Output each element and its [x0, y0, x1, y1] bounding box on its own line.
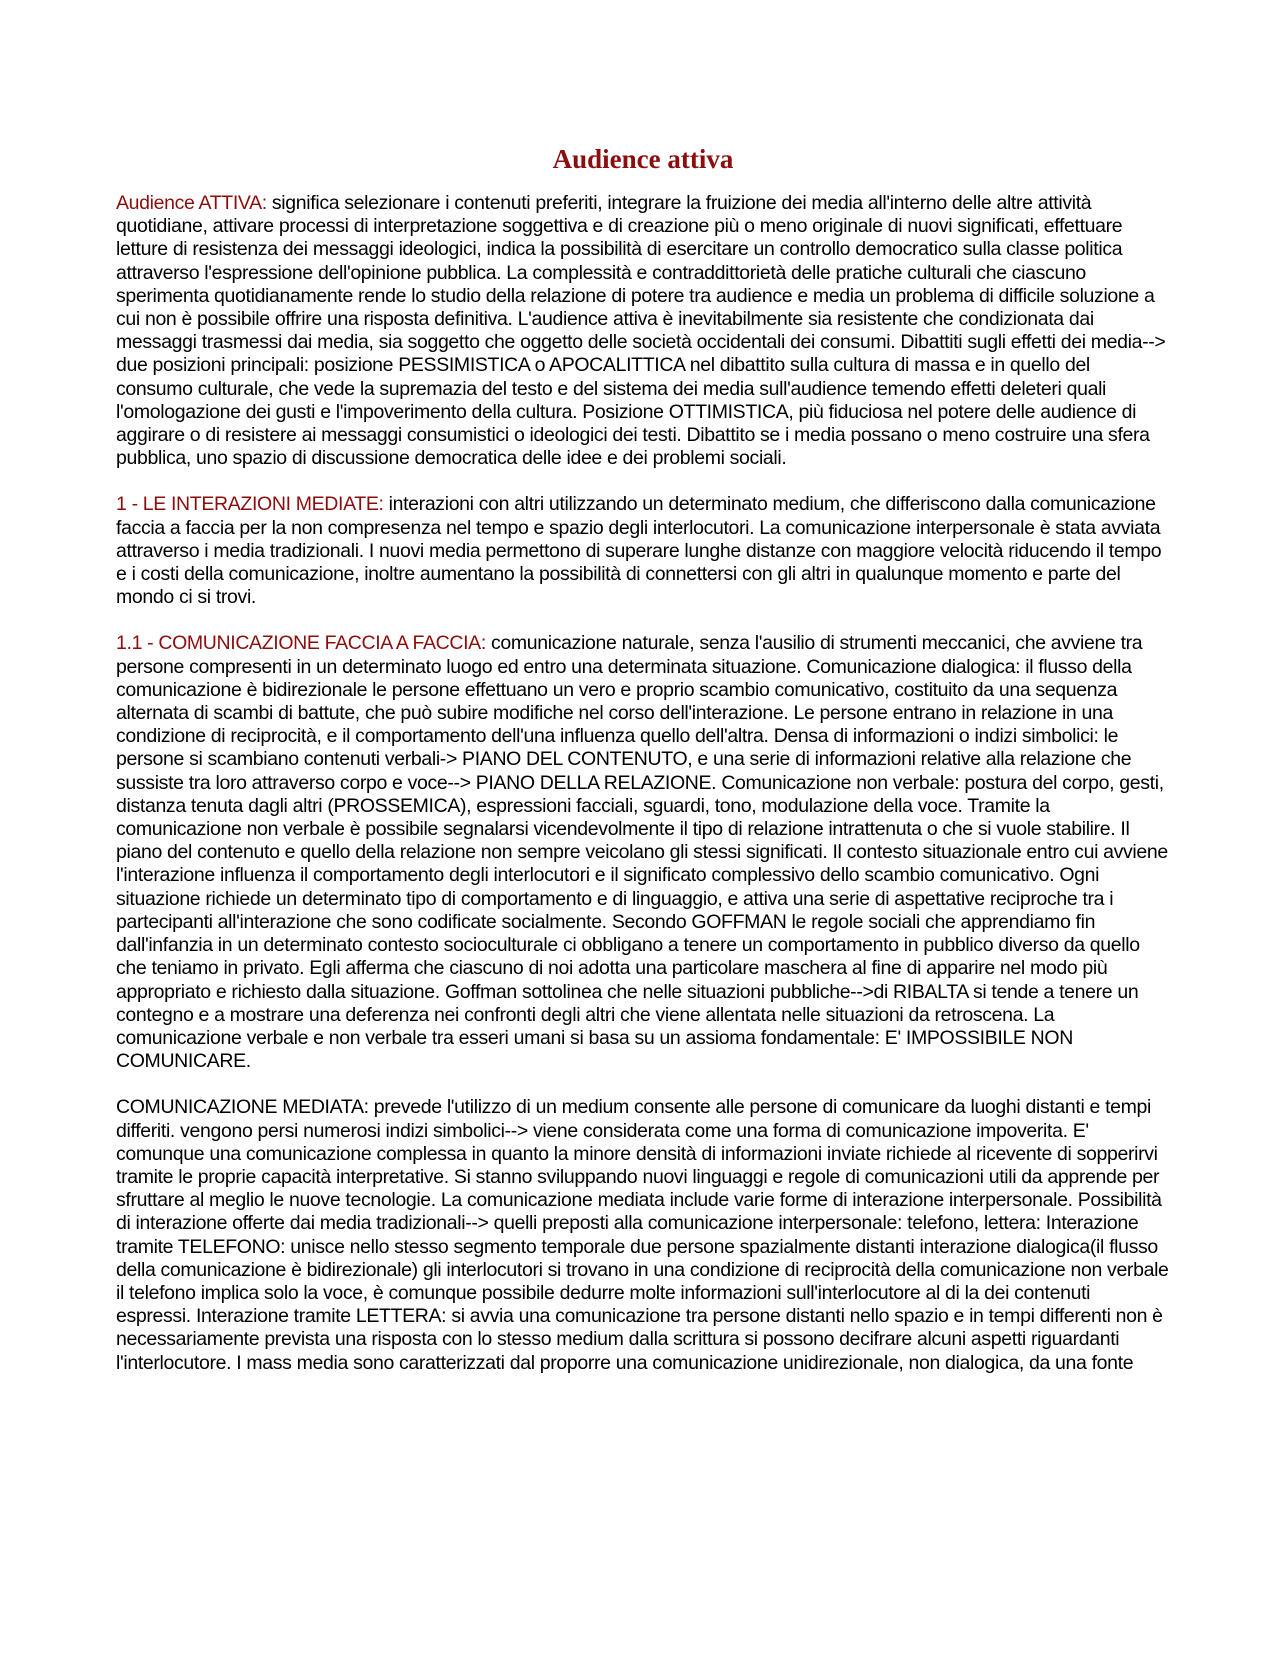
paragraph-lead: Audience ATTIVA: — [116, 192, 267, 214]
paragraph-text: comunicazione naturale, senza l'ausilio di strumenti meccanici, che avviene tra persone compresenti in un determinato luogo ed entro una determinata situazione. Comunicazione dialogica: il flusso della comunicazione è bidirezionale le persone effettuano un vero e proprio scambio comunicativo, costituito da una sequenza alternata di scambi di battute, che può subire modifiche nel corso dell'interazione. Le persone entrano in relazione in una condizione di reciprocità, e il comportamento dell'una influenza quello dell'altra. Densa di informazioni o indizi simbolici: le persone si scambiano contenuti verbali-> PIANO DEL CONTENUTO, e una serie di informazioni relative alla relazione che sussiste tra loro attraverso corpo e voce--> PIANO DELLA RELAZIONE. Comunicazione non verbale: postura del corpo, gesti, distanza tenuta dagli altri (PROSSEMICA), espressioni facciali, sguardi, tono, modulazione della voce. Tramite la comunicazione non verbale è possibile segnalarsi vicendevolmente il tipo di relazione intrattenuta o che si vuole stabilire. Il piano del contenuto e quello della relazione non sempre veicolano gli stessi significati. Il contesto situazionale entro cui avviene l'interazione influenza il comportamento degli interlocutori e il significato complessivo dello scambio comunicativo. Ogni situazione richiede un determinato tipo di comportamento e di linguaggio, e attiva una serie di aspettative reciproche tra i partecipanti all'interazione che sono codificate socialmente. Secondo GOFFMAN le regole sociali che apprendiamo fin dall'infanzia in un determinato contesto socioculturale ci obbligano a tenere un comportamento in pubblico diverso da quello che teniamo in privato. Egli afferma che ciascuno di noi adotta una particolare maschera al fine di apparire nel modo più appropriato e richiesto dalla situazione. Goffman sottolinea che nelle situazioni pubbliche-->di RIBALTA si tende a tenere un contegno e a mostrare una deferenza nei confronti degli altri che viene allentata nelle situazioni da retroscena. La comunicazione verbale e non verbale tra esseri umani si basa su un assioma fondamentale: E' IMPOSSIBILE NON COMUNICARE. — [116, 632, 1168, 1073]
paragraph-comunicazione-mediata — [116, 1096, 1170, 1374]
document-title: Audience attiva — [552, 144, 734, 174]
paragraph-audience-attiva — [116, 192, 1170, 470]
paragraph-text: interazioni con altri utilizzando un determinato medium, che differiscono dalla comunicazione faccia a faccia per la non compresenza nel tempo e spazio degli interlocutori. La comunicazione interpersonale è stata avviata attraverso i media tradizionali. I nuovi media permettono di superare lunghe distanze con maggiore velocità riducendo il tempo e i costi della comunicazione, inoltre aumentano la possibilità di connettersi con gli altri in qualunque momento e parte del mondo ci si trovi. — [116, 493, 1162, 609]
paragraph-interazioni-mediate — [116, 493, 1170, 609]
paragraph-lead: 1.1 - COMUNICAZIONE FACCIA A FACCIA: — [116, 632, 486, 655]
paragraph-comunicazione-faccia-a-faccia — [116, 632, 1170, 1073]
paragraph-text: significa selezionare i contenuti preferiti, integrare la fruizione dei media all'interno delle altre attività quotidiane, attivare processi di interpretazione soggettiva e di creazione più o meno originale di nuovi significati, effettuare letture di resistenza dei messaggi ideologici, indica la possibilità di esercitare un controllo democratico sulla classe politica attraverso l'espressione dell'opinione pubblica. La complessità e contraddittorietà delle pratiche culturali che ciascuno sperimenta quotidianamente rende lo studio della relazione di potere tra audience e media un problema di difficile soluzione a cui non è possibile offrire una risposta definitiva. L'audience attiva è inevitabilmente sia resistente che condizionata dai messaggi trasmessi dai media, sia soggetto che oggetto delle società occidentali dei consumi. Dibattiti sugli effetti dei media--> due posizioni principali: posizione PESSIMISTICA o APOCALITTICA nel dibattito sulla cultura di massa e in quello del consumo culturale, che vede la supremazia del testo e del sistema dei media sull'audience temendo effetti deleteri quali l'omologazione dei gusti e l'impoverimento della cultura. Posizione OTTIMISTICA, più fiduciosa nel potere delle audience di aggirare o di resistere ai messaggi consumistici o ideologici dei testi. Dibattito se i media possano o meno costruire una sfera pubblica, uno spazio di discussione democratica delle idee e dei problemi sociali. — [116, 192, 1166, 470]
document-page — [116, 140, 1170, 1398]
paragraph-text: COMUNICAZIONE MEDIATA: prevede l'utilizzo di un medium consente alle persone di comunicare da luoghi distanti e tempi differiti. vengono persi numerosi indizi simbolici--> viene considerata come una forma di comunicazione impoverita. E' comunque una comunicazione complessa in quanto la minore densità di informazioni inviate richiede al ricevente di sopperirvi tramite le proprie capacità interpretative. Si stanno sviluppando nuovi linguaggi e regole di comunicazioni utili da apprende per sfruttare al meglio le nuove tecnologie. La comunicazione mediata include varie forme di interazione interpersonale. Possibilità di interazione offerte dai media tradizionali--> quelli preposti alla comunicazione interpersonale: telefono, lettera: Interazione tramite TELEFONO: unisce nello stesso segmento temporale due persone spazialmente distanti interazione dialogica(il flusso della comunicazione è bidirezionale) gli interlocutori si trovano in una condizione di reciprocità della comunicazione non verbale il telefono implica solo la voce, è comunque possibile dedurre molte informazioni sull'interlocutore al di la dei contenuti espressi. Interazione tramite LETTERA: si avvia una comunicazione tra persone distanti nello spazio e in tempi differenti non è necessariamente prevista una risposta con lo stesso medium dalla scrittura si possono decifrare alcuni aspetti riguardanti l'interlocutore. I mass media sono caratterizzati dal proporre una comunicazione unidirezionale, non dialogica, da una fonte — [116, 1096, 1169, 1374]
paragraph-lead: 1 - LE INTERAZIONI MEDIATE: — [116, 493, 384, 516]
